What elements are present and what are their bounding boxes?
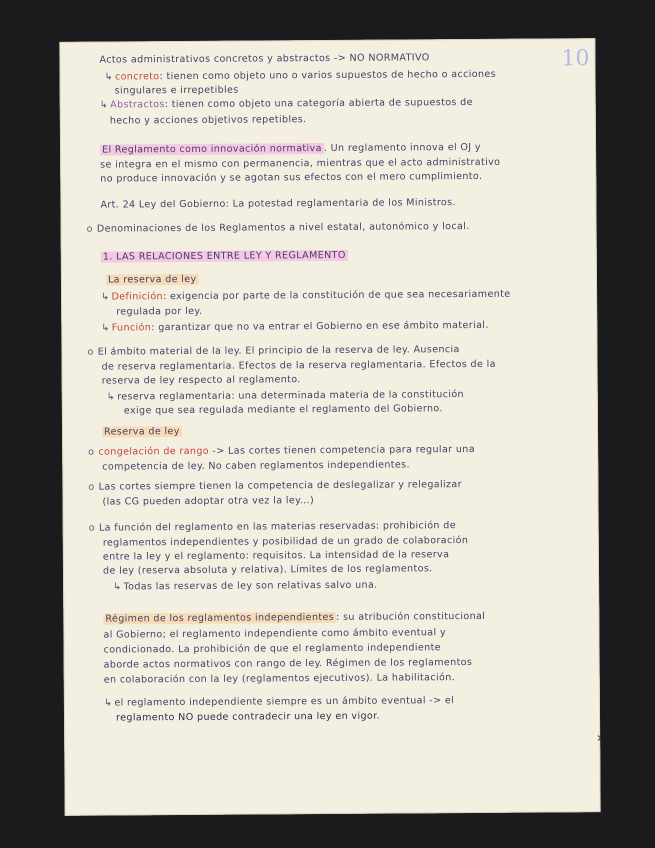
highlight-heading: El Reglamento como innovación normativa <box>102 143 322 156</box>
note-line-20: exige que sea regulada mediante el reglamento del Gobierno. <box>123 403 443 417</box>
page-number-mark: 10 <box>561 46 590 72</box>
note-line-13: ↳ Definición: exigencia por parte de la constitución de que sea necesariamente <box>101 288 511 303</box>
note-line-32: al Gobierno; el reglamento independiente como ámbito eventual y <box>103 627 447 641</box>
subheading-reserva-de-ley: La reserva de ley <box>107 273 197 286</box>
note-line-5: hecho y acciones objetivos repetibles. <box>109 114 307 127</box>
note-line-26: o La función del reglamento en las materias reservadas: prohibición de <box>88 520 456 534</box>
note-line-25: (las CG pueden adoptar otra vez la ley...) <box>102 495 315 508</box>
note-line-3: singulares e irrepetibles <box>114 84 239 97</box>
right-arrow-icon: › <box>596 730 603 747</box>
note-line-18: reserva de ley respecto al reglamento. <box>101 374 301 387</box>
note-line-23: competencia de ley. No caben reglamentos independientes. <box>102 459 410 473</box>
bullet-icon: o <box>86 223 93 235</box>
note-line-34: aborde actos normativos con rango de ley. Régimen de los reglamentos <box>103 657 473 671</box>
bullet-icon: o <box>87 346 94 358</box>
bullet-icon: o <box>88 481 95 493</box>
note-line-7: se integra en el mismo con permanencia, mientras que el acto administrativo <box>100 156 501 171</box>
bullet-icon: o <box>88 446 95 458</box>
note-line-28: entre la ley y el reglamento: requisitos. La intensidad de la reserva <box>102 549 450 563</box>
note-line-36: ↳ el reglamento independiente siempre es un ámbito eventual -> el <box>103 695 455 709</box>
note-line-24: o Las cortes siempre tienen la competencia de deslegalizar y relegalizar <box>88 479 462 493</box>
note-line-37: reglamento NO puede contradecir una ley en vigor. <box>115 710 380 724</box>
note-line-15: ↳ Función: garantizar que no va entrar el Gobierno en ese ámbito material. <box>101 319 489 334</box>
note-line-35: en colaboración con la ley (reglamentos ejecutivos). La habilitación. <box>103 672 456 686</box>
arrow-icon: ↳ <box>106 391 116 403</box>
arrow-icon: ↳ <box>113 581 122 593</box>
note-line-16: o El ámbito material de la ley. El principio de la reserva de ley. Ausencia <box>87 344 460 358</box>
note-line-10: o Denominaciones de los Reglamentos a nivel estatal, autonómico y local. <box>86 221 470 235</box>
note-line-2: ↳ concreto: tienen como objeto uno o varios supuestos de hecho o acciones <box>104 68 497 83</box>
highlight-heading: Régimen de los reglamentos independientes <box>105 611 335 625</box>
arrow-icon: ↳ <box>103 697 113 709</box>
note-line-29: de ley (reserva absoluta y relativa). Límites de los reglamentos. <box>102 563 433 577</box>
note-line-30: ↳ Todas las reservas de ley son relativas salvo una. <box>113 579 378 593</box>
note-line-31: Régimen de los reglamentos independientes : su atribución constitucional <box>105 610 486 625</box>
subheading-reserva-ley: Reserva de ley <box>103 426 180 438</box>
note-line-22: o congelación de rango -> Las cortes tienen competencia para regular una <box>88 443 475 458</box>
arrow-icon: ↳ <box>101 291 110 303</box>
note-line-6: El Reglamento como innovación normativa . Un reglamento innova el OJ y <box>102 141 481 156</box>
note-line-4: ↳ Abstractos: tienen como objeto una categoría abierta de supuestos de <box>99 96 473 111</box>
note-line-14: regulada por ley. <box>116 305 203 318</box>
arrow-icon: ↳ <box>99 99 109 111</box>
arrow-icon: ↳ <box>101 322 110 334</box>
note-line-9: Art. 24 Ley del Gobierno: La potestad reglamentaria de los Ministros. <box>100 197 456 211</box>
notebook-page <box>59 38 603 816</box>
note-line-19: ↳ reserva reglamentaria: una determinada materia de la constitución <box>106 389 465 403</box>
note-line-27: reglamentos independientes y posibilidad de un grado de colaboración <box>102 535 469 549</box>
note-line-33: condicionado. La prohibición de que el reglamento independiente <box>103 642 441 656</box>
bullet-icon: o <box>88 522 95 534</box>
note-line-1: Actos administrativos concretos y abstractos -> NO NORMATIVO <box>99 52 430 66</box>
section-heading: 1. LAS RELACIONES ENTRE LEY Y REGLAMENTO <box>102 249 346 263</box>
note-line-17: de reserva reglamentaria. Efectos de la reserva reglamentaria. Efectos de la <box>101 358 496 373</box>
note-line-8: no produce innovación y se agotan sus efectos con el mero cumplimiento. <box>100 170 483 185</box>
arrow-icon: ↳ <box>104 71 113 83</box>
